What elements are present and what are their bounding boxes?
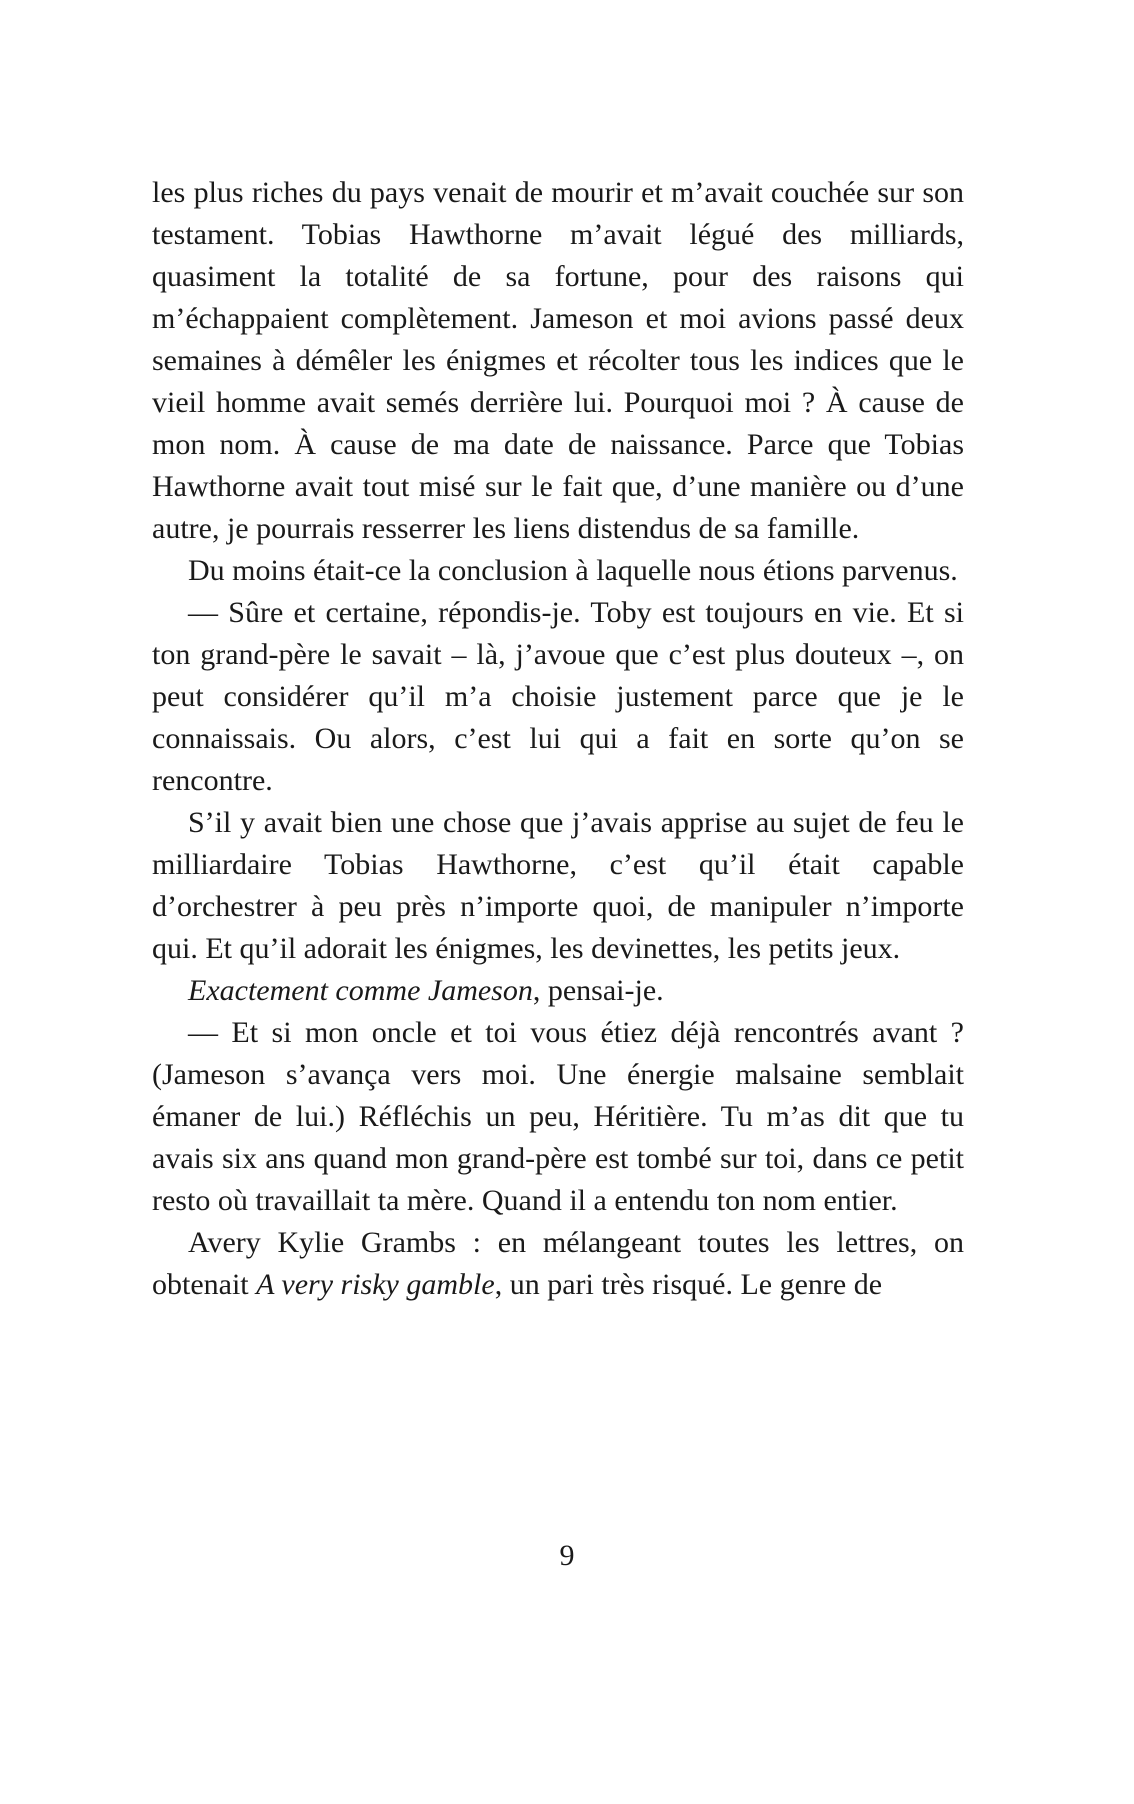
text-run: les plus riches du pays venait de mourir et m’avait couchée sur son testament. Tobias Hawthorne m’avait légué des milliards, quasiment la totalité de sa fortune, pour des raisons qui m’échappaient complètement. Jameson et moi avions passé deux semaines à démêler les énigmes et récolter tous les indices que le vieil homme avait semés derrière lui. Pourquoi moi ? À cause de mon nom. À cause de ma date de naissance. Parce que Tobias Hawthorne avait tout misé sur le fait que, d’une manière ou d’une autre, je pourrais resserrer les liens distendus de sa famille.: [152, 176, 964, 545]
text-run: , pensai-je.: [532, 974, 664, 1007]
text-run: S’il y avait bien une chose que j’avais apprise au sujet de feu le milliardaire Tobias Hawthorne, c’est qu’il était capable d’orchestrer à peu près n’importe quoi, de manipuler n’importe qui. Et qu’il adorait les énigmes, les devinettes, les petits jeux.: [152, 806, 964, 965]
text-run: Du moins était-ce la conclusion à laquelle nous étions parvenus.: [188, 554, 958, 587]
paragraph: [152, 1222, 964, 1306]
text-run: Avery Kylie Grambs : en mélangeant toutes les lettres, on obtenait: [152, 1226, 964, 1301]
italic-text: A very risky gamble: [256, 1268, 495, 1301]
paragraph: [152, 172, 964, 550]
text-run: — Sûre et certaine, répondis-je. Toby est toujours en vie. Et si ton grand-père le savait – là, j’avoue que c’est plus douteux –, on peut considérer qu’il m’a choisie justement parce que je le connaissais. Ou alors, c’est lui qui a fait en sorte qu’on se rencontre.: [152, 596, 964, 797]
text-run: , un pari très risqué. Le genre de: [494, 1268, 883, 1301]
italic-text: Exactement comme Jameson: [188, 974, 533, 1007]
text-run: — Et si mon oncle et toi vous étiez déjà rencontrés avant ? (Jameson s’avança vers moi. Une énergie malsaine semblait émaner de lui.) Réfléchis un peu, Héritière. Tu m’as dit que tu avais six ans quand mon grand-père est tombé sur toi, dans ce petit resto où travaillait ta mère. Quand il a entendu ton nom entier.: [152, 1016, 964, 1217]
paragraph: [152, 550, 964, 592]
page-number: 9: [559, 1539, 575, 1572]
body-text: [152, 172, 964, 1306]
paragraph: [152, 802, 964, 970]
paragraph: [152, 1012, 964, 1222]
paragraph: [152, 970, 964, 1012]
paragraph: [152, 592, 964, 802]
